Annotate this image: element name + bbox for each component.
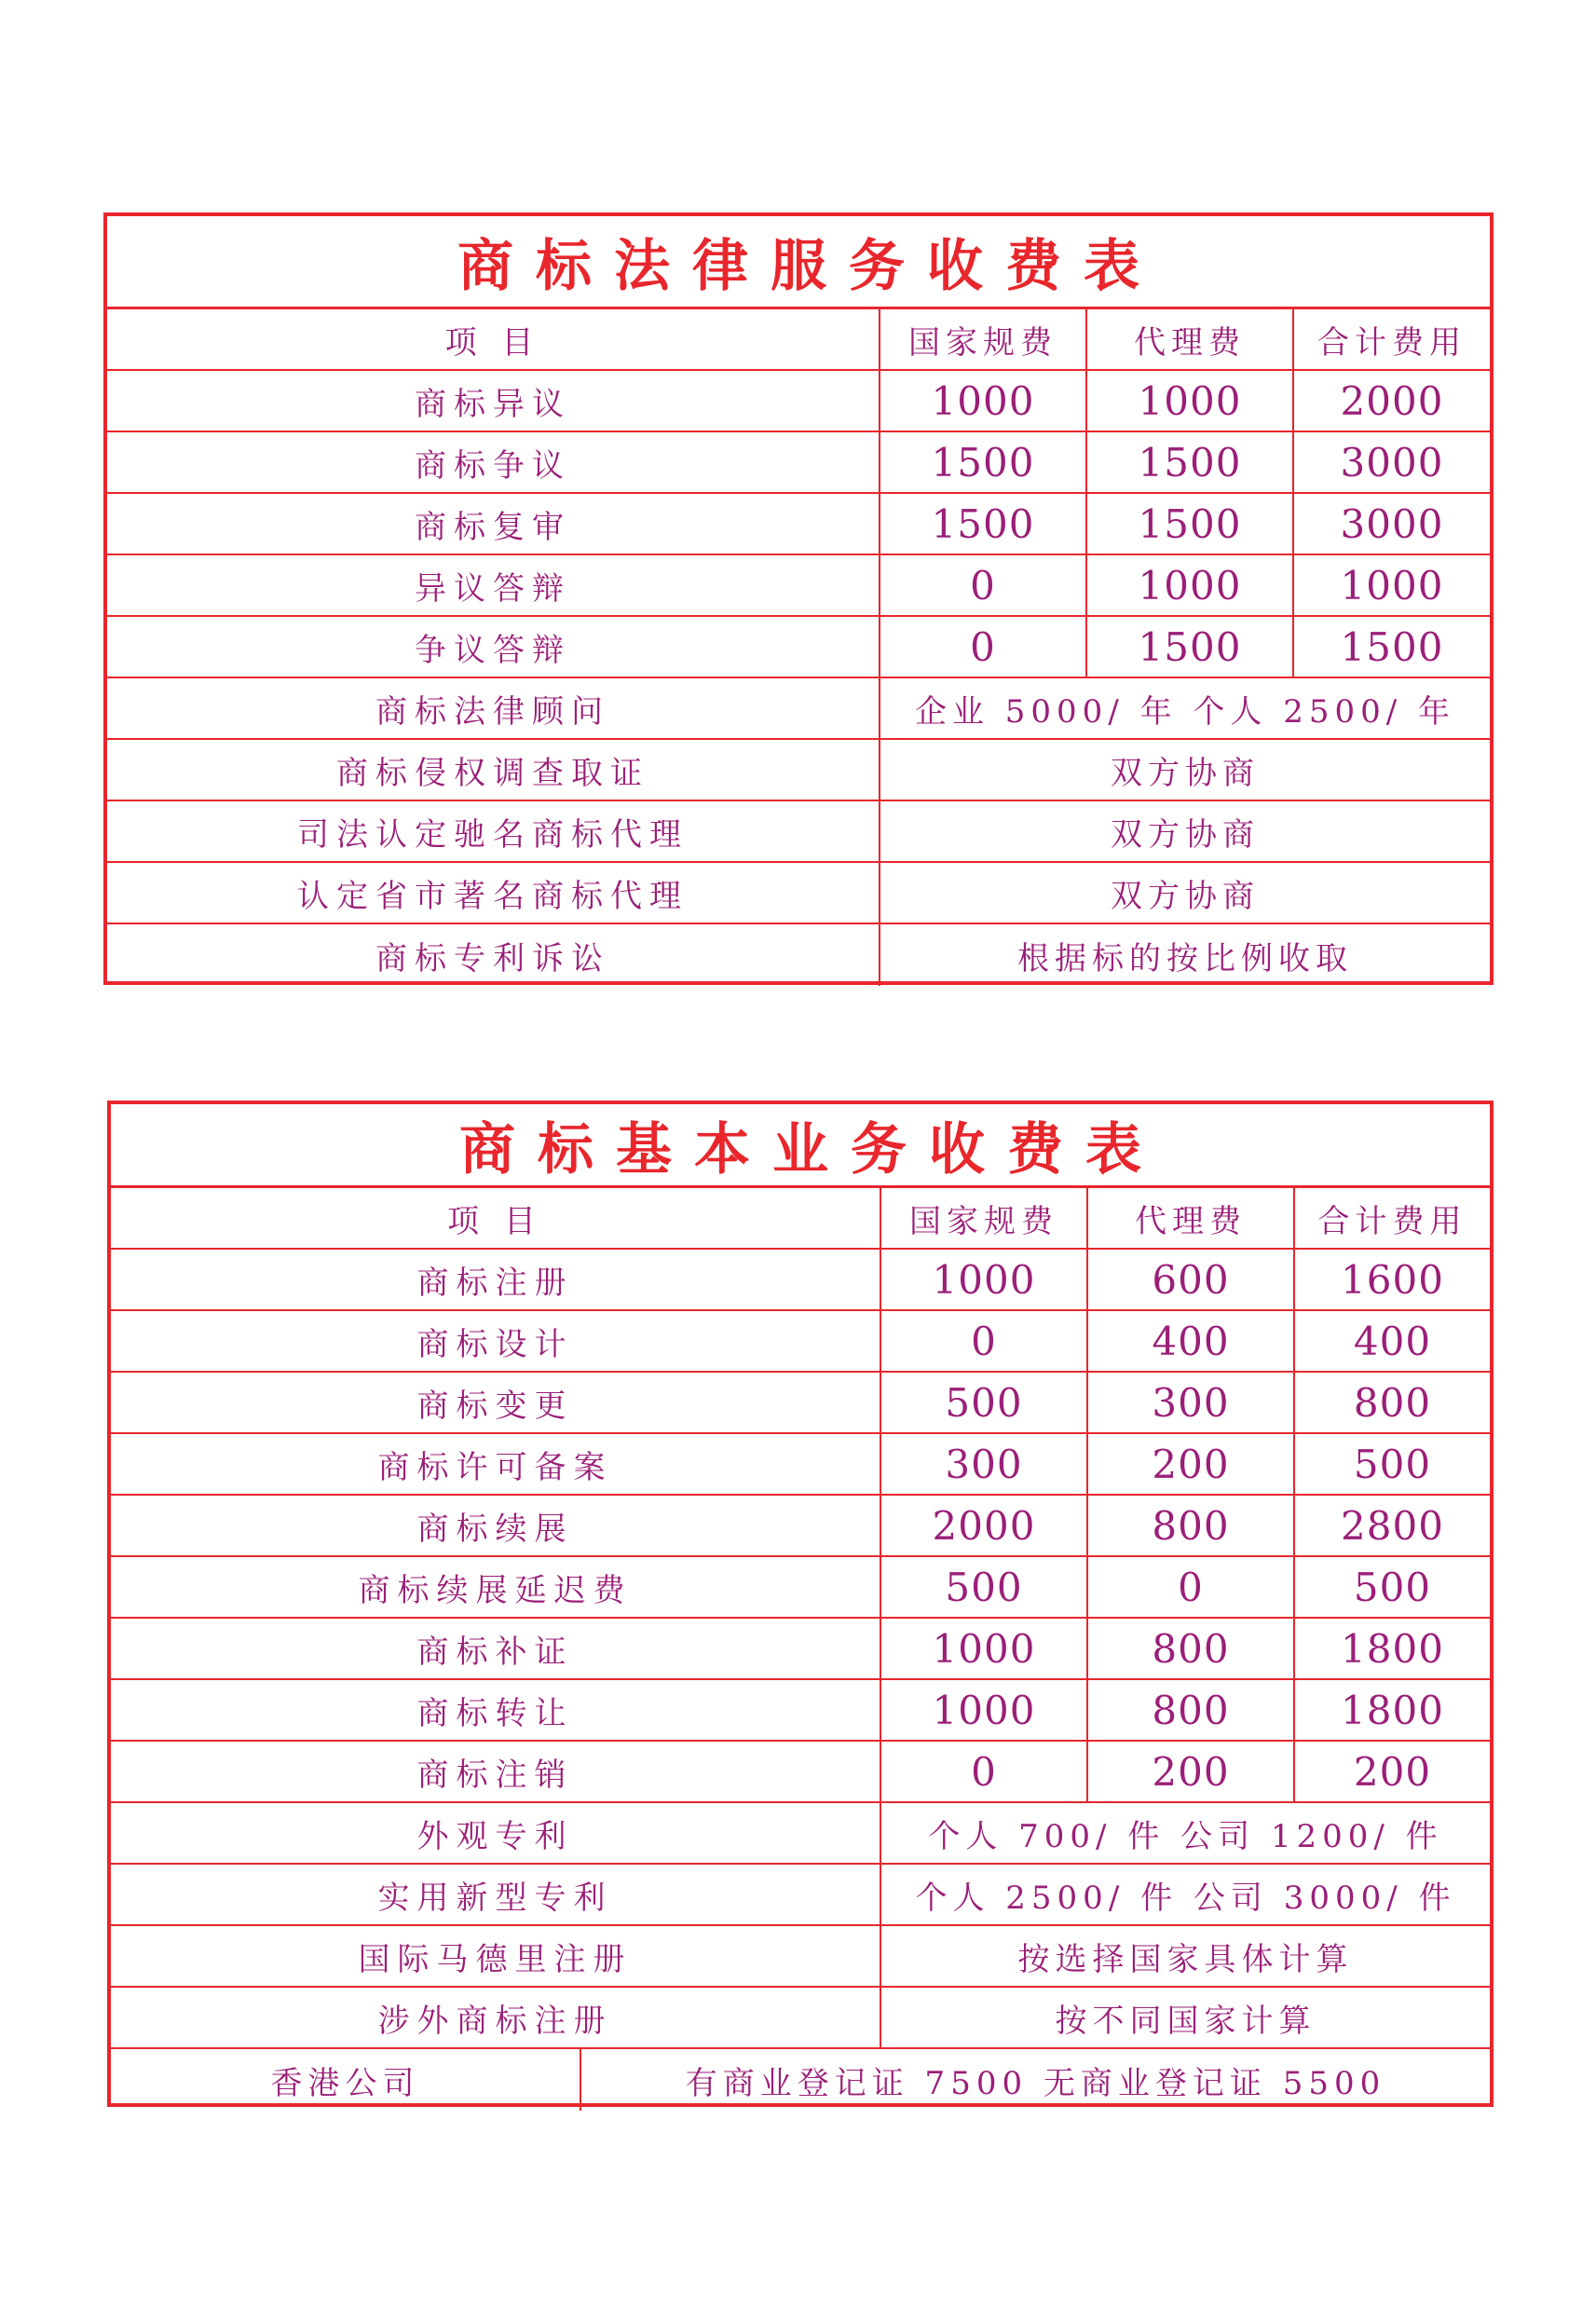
row-total-fee: 1500 — [1292, 617, 1490, 677]
row-total-fee: 2000 — [1292, 371, 1490, 431]
row-name: 涉外商标注册 — [377, 2002, 613, 2040]
row-official-fee: 0 — [879, 555, 1085, 615]
row-name: 香港公司 — [270, 2064, 420, 2102]
row-name: 商标法律顾问 — [375, 692, 610, 731]
table-row — [111, 1988, 1490, 2049]
row-name: 商标侵权调查取证 — [336, 754, 649, 792]
row-official-fee: 1500 — [879, 432, 1085, 492]
header-agency-fee: 代理费 — [1086, 1188, 1293, 1248]
row-official-fee: 2000 — [880, 1496, 1086, 1555]
row-total-fee: 1000 — [1292, 555, 1490, 615]
row-agency-fee: 800 — [1086, 1680, 1293, 1740]
row-official-fee: 0 — [880, 1311, 1086, 1371]
row-total-fee: 1600 — [1293, 1250, 1490, 1309]
row-name: 商标设计 — [416, 1325, 574, 1363]
row-official-fee: 500 — [880, 1557, 1086, 1617]
table-row — [107, 924, 1490, 986]
row-official-fee: 1000 — [880, 1250, 1086, 1309]
table-row — [111, 1742, 1490, 1803]
table-row — [111, 1926, 1490, 1988]
row-agency-fee: 1000 — [1085, 555, 1292, 615]
row-name: 实用新型专利 — [377, 1879, 613, 1917]
row-name: 商标专利诉讼 — [375, 939, 610, 978]
row-fee-description: 按选择国家具体计算 — [880, 1926, 1490, 1986]
row-name: 外观专利 — [416, 1817, 574, 1855]
row-agency-fee: 1500 — [1085, 617, 1292, 677]
row-official-fee: 1000 — [880, 1680, 1086, 1740]
basic-header-row — [111, 1188, 1490, 1250]
table-row — [111, 1373, 1490, 1434]
row-name: 异议答辩 — [415, 569, 571, 608]
row-total-fee: 400 — [1293, 1311, 1490, 1371]
table-row — [111, 1680, 1490, 1742]
row-name: 认定省市著名商标代理 — [297, 877, 689, 915]
row-agency-fee: 1500 — [1085, 432, 1292, 492]
row-fee-description: 个人 2500/ 件 公司 3000/ 件 — [880, 1865, 1490, 1924]
table-row — [111, 1803, 1490, 1865]
row-official-fee: 1000 — [880, 1619, 1086, 1678]
row-official-fee: 0 — [880, 1742, 1086, 1801]
basic-services-fee-table — [107, 1101, 1494, 2107]
row-official-fee: 1500 — [879, 494, 1085, 554]
table-row — [111, 1496, 1490, 1557]
header-total-fee: 合计费用 — [1293, 1188, 1490, 1248]
row-name: 商标转让 — [416, 1694, 574, 1732]
table-row — [107, 371, 1490, 432]
row-official-fee: 0 — [879, 617, 1085, 677]
row-name: 商标许可备案 — [377, 1448, 613, 1486]
legal-services-fee-table — [103, 212, 1494, 985]
header-official-fee: 国家规费 — [880, 1188, 1086, 1248]
row-agency-fee: 200 — [1086, 1434, 1293, 1494]
row-total-fee: 3000 — [1292, 432, 1490, 492]
header-item: 项 目 — [447, 1202, 543, 1240]
table-row — [107, 432, 1490, 494]
row-agency-fee: 600 — [1086, 1250, 1293, 1309]
row-total-fee: 1800 — [1293, 1619, 1490, 1678]
header-total-fee: 合计费用 — [1292, 309, 1490, 369]
legal-table-title: 商标法律服务收费表 — [107, 216, 1490, 309]
table-row — [107, 494, 1490, 555]
row-agency-fee: 0 — [1086, 1557, 1293, 1617]
row-fee-description: 双方协商 — [879, 740, 1490, 800]
row-fee-description: 双方协商 — [879, 801, 1490, 861]
table-row — [107, 863, 1490, 924]
row-agency-fee: 400 — [1086, 1311, 1293, 1371]
row-name: 商标变更 — [416, 1387, 574, 1425]
header-item: 项 目 — [444, 323, 541, 362]
row-total-fee: 500 — [1293, 1434, 1490, 1494]
row-agency-fee: 800 — [1086, 1619, 1293, 1678]
row-fee-description: 双方协商 — [879, 863, 1490, 923]
row-official-fee: 1000 — [879, 371, 1085, 431]
row-total-fee: 200 — [1293, 1742, 1490, 1801]
row-total-fee: 800 — [1293, 1373, 1490, 1432]
row-name: 商标复审 — [415, 508, 571, 546]
table-row — [111, 1557, 1490, 1619]
row-name: 商标注册 — [416, 1264, 574, 1302]
basic-table-title: 商标基本业务收费表 — [111, 1104, 1490, 1188]
row-agency-fee: 1000 — [1085, 371, 1292, 431]
row-total-fee: 2800 — [1293, 1496, 1490, 1555]
row-fee-description: 个人 700/ 件 公司 1200/ 件 — [880, 1803, 1490, 1863]
row-name: 争议答辩 — [415, 631, 571, 669]
header-official-fee: 国家规费 — [879, 309, 1085, 369]
row-agency-fee: 800 — [1086, 1496, 1293, 1555]
table-row — [107, 617, 1490, 678]
table-row — [111, 1311, 1490, 1373]
row-total-fee: 1800 — [1293, 1680, 1490, 1740]
row-agency-fee: 200 — [1086, 1742, 1293, 1801]
row-name: 商标异议 — [415, 385, 571, 423]
row-name: 商标补证 — [416, 1633, 574, 1671]
row-total-fee: 500 — [1293, 1557, 1490, 1617]
row-name: 司法认定驰名商标代理 — [297, 815, 689, 854]
row-name: 商标续展延迟费 — [358, 1571, 633, 1609]
table-row — [107, 678, 1490, 740]
row-name: 商标续展 — [416, 1510, 574, 1548]
legal-header-row — [107, 309, 1490, 371]
table-row — [107, 555, 1490, 617]
row-total-fee: 3000 — [1292, 494, 1490, 554]
hk-company-row — [111, 2049, 1490, 2111]
table-row — [111, 1434, 1490, 1496]
row-fee-description: 企业 5000/ 年 个人 2500/ 年 — [879, 678, 1490, 738]
row-fee-description: 根据标的按比例收取 — [879, 924, 1490, 986]
header-agency-fee: 代理费 — [1085, 309, 1292, 369]
row-name: 国际马德里注册 — [358, 1940, 633, 1978]
row-name: 商标注销 — [416, 1756, 574, 1794]
table-row — [107, 740, 1490, 801]
row-agency-fee: 1500 — [1085, 494, 1292, 554]
table-row — [111, 1250, 1490, 1311]
row-agency-fee: 300 — [1086, 1373, 1293, 1432]
row-fee-description: 有商业登记证 7500 无商业登记证 5500 — [580, 2049, 1490, 2111]
row-official-fee: 300 — [880, 1434, 1086, 1494]
table-row — [111, 1619, 1490, 1680]
row-fee-description: 按不同国家计算 — [880, 1988, 1490, 2047]
row-official-fee: 500 — [880, 1373, 1086, 1432]
table-row — [107, 801, 1490, 863]
row-name: 商标争议 — [415, 446, 571, 485]
table-row — [111, 1865, 1490, 1926]
